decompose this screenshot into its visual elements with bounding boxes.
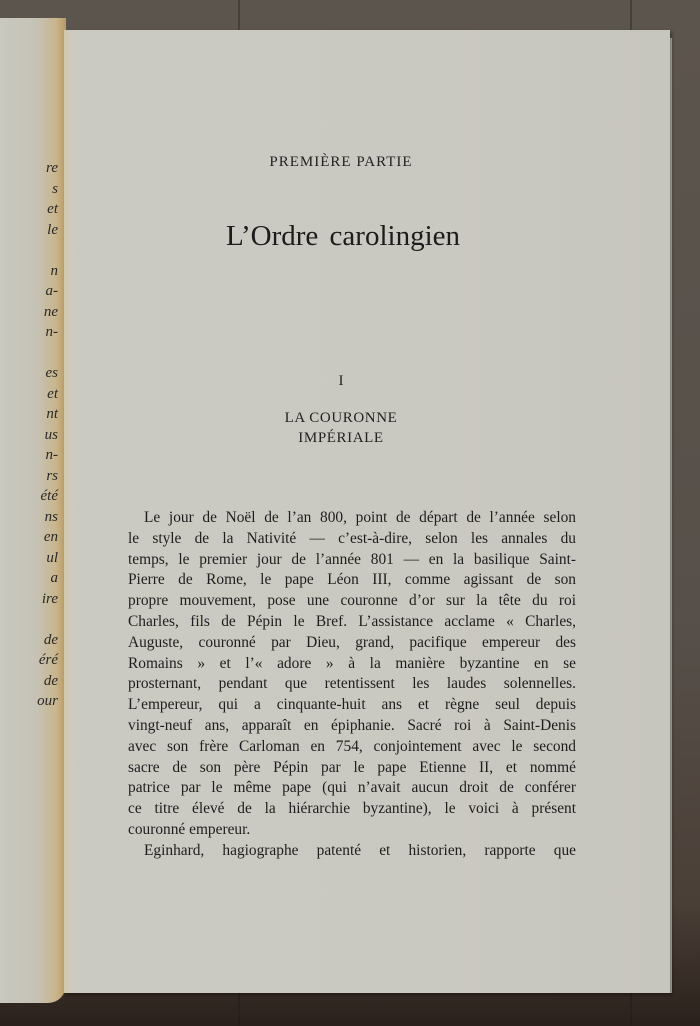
- text-line: propre mouvement, pose une couronne d’or sur la tête du roi: [128, 592, 576, 610]
- book-title: L’Ordre carolingien: [225, 220, 461, 252]
- left-page-text-fragment: de: [43, 631, 58, 648]
- paragraph: [128, 841, 576, 862]
- text-line: ce titre élevé de la hiérarchie byzantine), le voici à présent: [128, 800, 576, 818]
- left-page-text-fragment: nt: [46, 406, 58, 422]
- left-page-text-fragment: us: [44, 426, 58, 443]
- text-line: patrice par le même pape (qui n’avait aucun droit de conférer: [128, 779, 576, 797]
- text-line: Charles, fils de Pépin le Bref. L’assistance acclame « Charles,: [128, 612, 576, 630]
- text-line: Romains » et l’« adore » à la manière byzantine en se: [128, 654, 576, 672]
- left-page-text-fragment: n-: [45, 447, 58, 463]
- text-line: avec son frère Carloman en 754, conjointement avec le second: [128, 737, 576, 755]
- chapter-title-line2: IMPÉRIALE: [298, 430, 384, 446]
- part-label: PREMIÈRE PARTIE: [269, 154, 413, 170]
- left-page-text-fragment: a: [50, 570, 58, 586]
- text-line: Le jour de Noël de l’an 800, point de départ de l’année selon: [144, 509, 576, 526]
- text-line: couronné empereur.: [128, 820, 251, 838]
- left-page-text-fragment: ire: [41, 590, 58, 607]
- left-page-text-fragment: été: [40, 488, 58, 504]
- left-page-text-fragment: rs: [46, 467, 58, 484]
- text-line: prosternant, pendant que retentissent les laudes solennelles.: [128, 675, 576, 693]
- left-page-text-fragment: ul: [46, 549, 58, 566]
- left-page-text-fragment: en: [43, 529, 58, 545]
- text-line: Eginhard, hagiographe patenté et historien, rapporte que: [144, 841, 576, 859]
- left-page-text-fragment: our: [37, 693, 58, 709]
- left-page-text-fragment: et: [47, 385, 58, 402]
- left-page-text-fragment: ns: [44, 508, 58, 525]
- text-line: Pierre de Rome, le pape Léon III, comme agissant de son: [128, 571, 576, 589]
- text-line: Auguste, couronné par Dieu, grand, pacifique empereur des: [128, 633, 576, 651]
- chapter-title: [38, 408, 644, 448]
- text-line: vingt-neuf ans, apparaît en épiphanie. Sacré roi à Saint-Denis: [128, 716, 576, 734]
- left-page-text-fragment: éré: [38, 652, 58, 668]
- chapter-title-line1: LA COURONNE: [284, 410, 398, 426]
- left-page-text-fragment: re: [46, 160, 58, 176]
- text-line: sacre de son père Pépin par le pape Etienne II, et nommé: [128, 758, 576, 776]
- right-page: [64, 30, 670, 993]
- left-page-text-fragment: n: [50, 262, 58, 279]
- text-line: temps, le premier jour de l’année 801 — en la basilique Saint-: [128, 550, 576, 568]
- left-page-text-fragment: a-: [45, 283, 58, 299]
- left-page-text-fragment: s: [52, 180, 58, 197]
- text-line: le style de la Nativité — c’est-à-dire, selon les annales du: [128, 529, 576, 547]
- paragraph: [128, 508, 576, 841]
- left-page-text-fragment: de: [43, 672, 58, 689]
- body-text: [128, 508, 576, 862]
- left-page-text-fragment: et: [47, 201, 58, 217]
- left-page-text-fragment: es: [45, 365, 58, 381]
- left-page-text-fragment: le: [47, 221, 58, 238]
- text-line: L’empereur, qui a cinquante-huit ans et règne seul depuis: [128, 696, 576, 714]
- chapter-number: I: [338, 373, 344, 389]
- left-page-text-fragment: ne: [43, 303, 58, 320]
- left-page-text-fragment: n-: [45, 324, 58, 340]
